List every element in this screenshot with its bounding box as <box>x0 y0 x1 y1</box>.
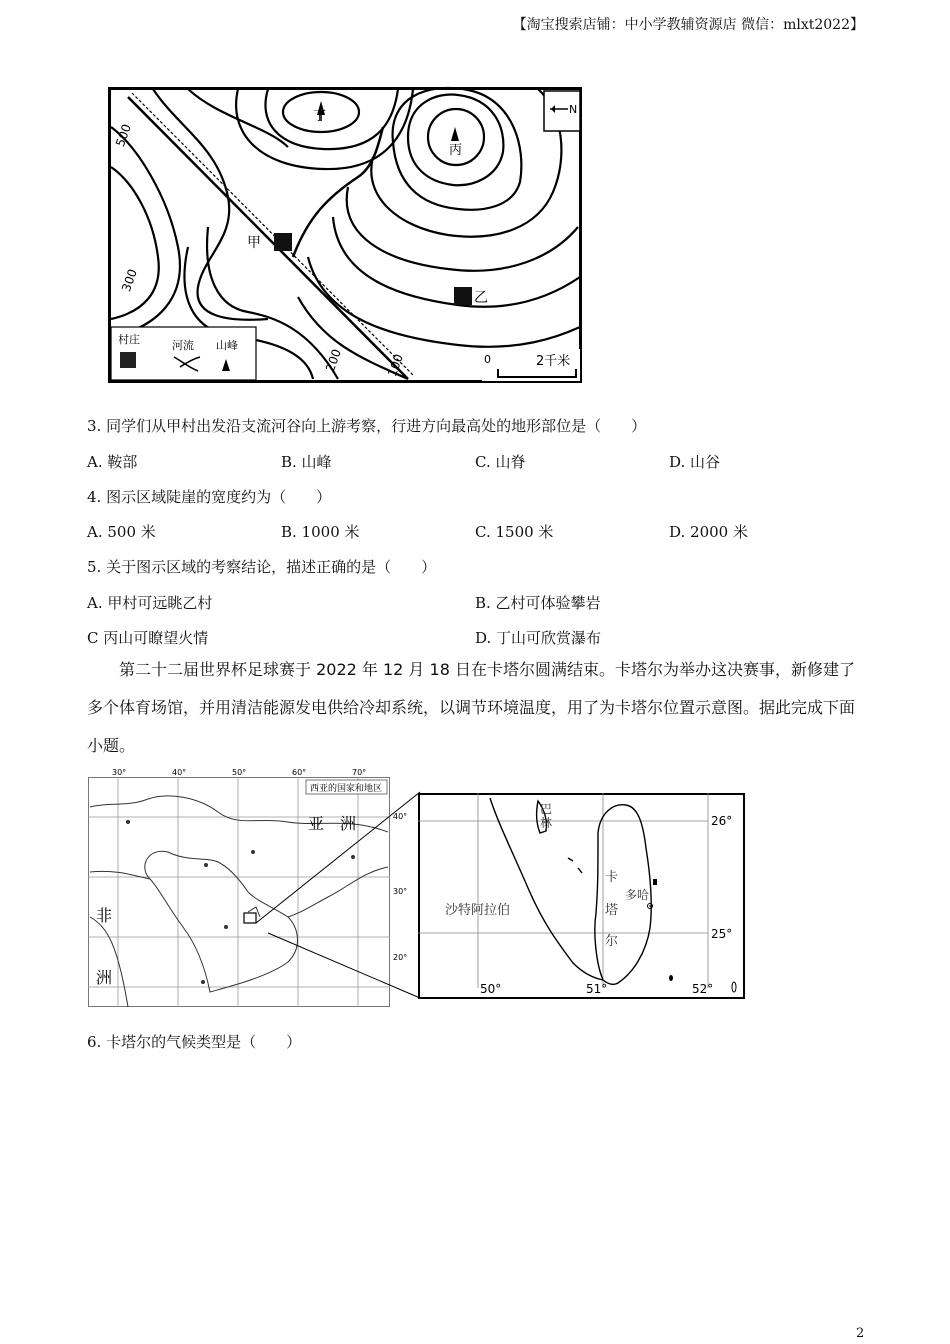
question-3-stem: 3. 同学们从甲村出发沿支流河谷向上游考察，行进方向最高处的地形部位是（ ） <box>87 417 647 435</box>
q3-option-c[interactable]: C. 山脊 <box>475 453 526 471</box>
lat-tick-40: 40° <box>393 812 408 821</box>
q4-option-d[interactable]: D. 2000 米 <box>669 523 748 541</box>
lon-tick-60: 60° <box>292 768 307 777</box>
q3-option-a[interactable]: A. 鞍部 <box>87 453 138 471</box>
scale-distance: 2千米 <box>536 354 571 369</box>
legend-peak-label: 山峰 <box>216 339 238 352</box>
q4-option-c[interactable]: C. 1500 米 <box>475 523 554 541</box>
label-doha: 多哈 <box>625 888 650 902</box>
lat-tick-20: 20° <box>393 953 408 962</box>
west-asia-title: 西亚的国家和地区 <box>310 784 383 794</box>
label-africa-2: 洲 <box>96 968 113 987</box>
lon-tick-30: 30° <box>112 768 127 777</box>
question-5-stem: 5. 关于图示区域的考察结论，描述正确的是（ ） <box>87 558 437 576</box>
label-bing: 丙 <box>449 143 463 158</box>
label-yi: 乙 <box>474 290 488 306</box>
label-qatar-3: 尔 <box>605 934 619 949</box>
label-jia: 甲 <box>247 235 261 251</box>
question-6-stem: 6. 卡塔尔的气候类型是（ ） <box>87 1033 302 1051</box>
lat-tick-30: 30° <box>393 887 408 896</box>
q5-option-d[interactable]: D. 丁山可欣赏瀑布 <box>475 629 602 647</box>
q5-option-b[interactable]: B. 乙村可体验攀岩 <box>475 594 601 612</box>
village-yi <box>454 287 472 305</box>
village-jia <box>274 233 292 251</box>
q4-option-a[interactable]: A. 500 米 <box>87 523 156 541</box>
label-qatar-1: 卡 <box>605 870 619 885</box>
page-number: 2 <box>856 1326 865 1341</box>
qatar-lon-51: 51° <box>586 982 608 996</box>
q3-option-b[interactable]: B. 山峰 <box>281 453 332 471</box>
qatar-lat-26: 26° <box>711 814 733 828</box>
legend-river-label: 河流 <box>172 339 194 352</box>
q5-option-a[interactable]: A. 甲村可远眺乙村 <box>87 594 213 612</box>
label-saudi-arabia: 沙特阿拉伯 <box>445 903 511 918</box>
question-4-stem: 4. 图示区域陡崖的宽度约为（ ） <box>87 488 332 506</box>
qatar-lon-52: 52° <box>692 982 714 996</box>
label-ding: 丁 <box>313 109 327 124</box>
label-africa-1: 非 <box>96 906 113 925</box>
scale-zero: 0 <box>484 353 491 366</box>
header-note: 【淘宝搜索店铺：中小学教辅资源店 微信：mlxt2022】 <box>512 17 864 33</box>
qatar-lon-50: 50° <box>480 982 502 996</box>
q4-option-b[interactable]: B. 1000 米 <box>281 523 360 541</box>
contour-label-300: 300 <box>118 267 140 294</box>
passage-paragraph: 第二十二届世界杯足球赛于 2022 年 12 月 18 日在卡塔尔圆满结束。卡塔尔为举办这决赛事，新修建了多个体育场馆，并用清洁能源发电供给冷却系统，以调节环境温度，用了为卡塔尔位置示意图。据此完成下面小题。 <box>87 660 856 755</box>
label-qatar-2: 塔 <box>605 903 619 918</box>
map-connector <box>240 790 425 1000</box>
legend-village-label: 村庄 <box>118 333 140 346</box>
q5-option-c[interactable]: C 丙山可瞭望火情 <box>87 629 209 647</box>
contour-label-200: 200 <box>322 347 344 374</box>
topographic-map <box>108 87 583 384</box>
lon-tick-40: 40° <box>172 768 187 777</box>
qatar-lat-25: 25° <box>711 927 733 941</box>
q3-option-d[interactable]: D. 山谷 <box>669 453 721 471</box>
label-bahrain-1: 巴 <box>540 802 553 816</box>
qatar-map <box>418 793 745 999</box>
lon-tick-50: 50° <box>232 768 247 777</box>
label-asia: 亚 洲 <box>308 814 357 833</box>
contour-label-100: 100 <box>384 352 406 379</box>
label-bahrain-2: 林 <box>540 816 553 830</box>
legend-village-icon <box>120 352 136 368</box>
qatar-frame <box>419 794 744 998</box>
label-north: N <box>569 103 578 116</box>
contour-label-500: 500 <box>112 122 134 149</box>
lon-tick-70: 70° <box>352 768 367 777</box>
